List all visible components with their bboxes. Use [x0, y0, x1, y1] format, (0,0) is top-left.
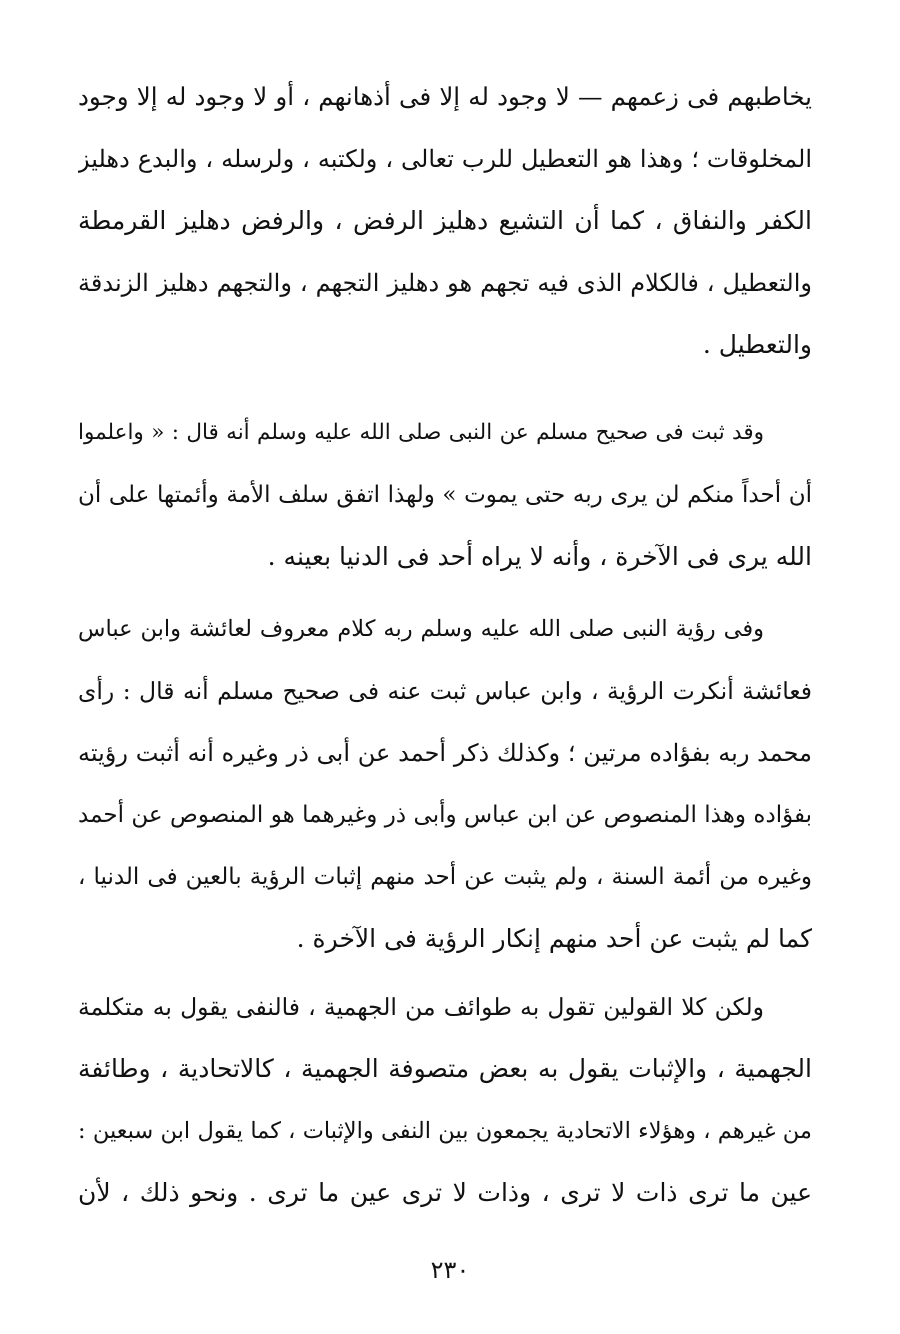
- text-line: أن أحداً منكم لن يرى ربه حتى يموت » ولهذا اتفق سلف الأمة وأئمتها على أن: [78, 482, 812, 508]
- paragraph-1: [78, 66, 812, 376]
- text-line: فعائشة أنكرت الرؤية ، وابن عباس ثبت عنه فى صحيح مسلم أنه قال : رأى: [78, 677, 812, 705]
- page-number: ٢٣٠: [430, 1256, 470, 1284]
- text-line: الكفر والنفاق ، كما أن التشيع دهليز الرفض ، والرفض دهليز القرمطة: [78, 206, 812, 235]
- paragraph-3: [78, 598, 812, 970]
- paragraph-2: [78, 402, 812, 588]
- text-line: الله يرى فى الآخرة ، وأنه لا يراه أحد فى الدنيا بعينه .: [267, 542, 812, 571]
- text-line: والتعطيل .: [702, 330, 812, 359]
- text-line: كما لم يثبت عن أحد منهم إنكار الرؤية فى الآخرة .: [296, 924, 812, 953]
- text-line: محمد ربه بفؤاده مرتين ؛ وكذلك ذكر أحمد عن أبى ذر وغيره أنه أثبت رؤيته: [78, 739, 812, 767]
- text-line: ولكن كلا القولين تقول به طوائف من الجهمية ، فالنفى يقول به متكلمة: [78, 993, 764, 1021]
- text-line: عين ما ترى ذات لا ترى ، وذات لا ترى عين ما ترى . ونحو ذلك ، لأن: [78, 1178, 812, 1207]
- text-line: بفؤاده وهذا المنصوص عن ابن عباس وأبى ذر وغيرهما هو المنصوص عن أحمد: [78, 802, 812, 828]
- text-line: والتعطيل ، فالكلام الذى فيه تجهم هو دهليز التجهم ، والتجهم دهليز الزندقة: [78, 269, 812, 297]
- text-line: الجهمية ، والإثبات يقول به بعض متصوفة الجهمية ، كالاتحادية ، وطائفة: [78, 1054, 812, 1083]
- text-line: وفى رؤية النبى صلى الله عليه وسلم ربه كلام معروف لعائشة وابن عباس: [78, 616, 764, 642]
- text-line: وقد ثبت فى صحيح مسلم عن النبى صلى الله عليه وسلم أنه قال : « واعلموا: [78, 420, 764, 445]
- text-line: وغيره من أئمة السنة ، ولم يثبت عن أحد منهم إثبات الرؤية بالعين فى الدنيا ،: [78, 864, 812, 890]
- text-line: من غيرهم ، وهؤلاء الاتحادية يجمعون بين النفى والإثبات ، كما يقول ابن سبعين :: [78, 1118, 812, 1144]
- paragraph-4: [78, 976, 812, 1224]
- text-line: المخلوقات ؛ وهذا هو التعطيل للرب تعالى ، ولكتبه ، ولرسله ، والبدع دهليز: [78, 145, 812, 173]
- text-line: يخاطبهم فى زعمهم — لا وجود له إلا فى أذهانهم ، أو لا وجود له إلا وجود: [78, 82, 812, 111]
